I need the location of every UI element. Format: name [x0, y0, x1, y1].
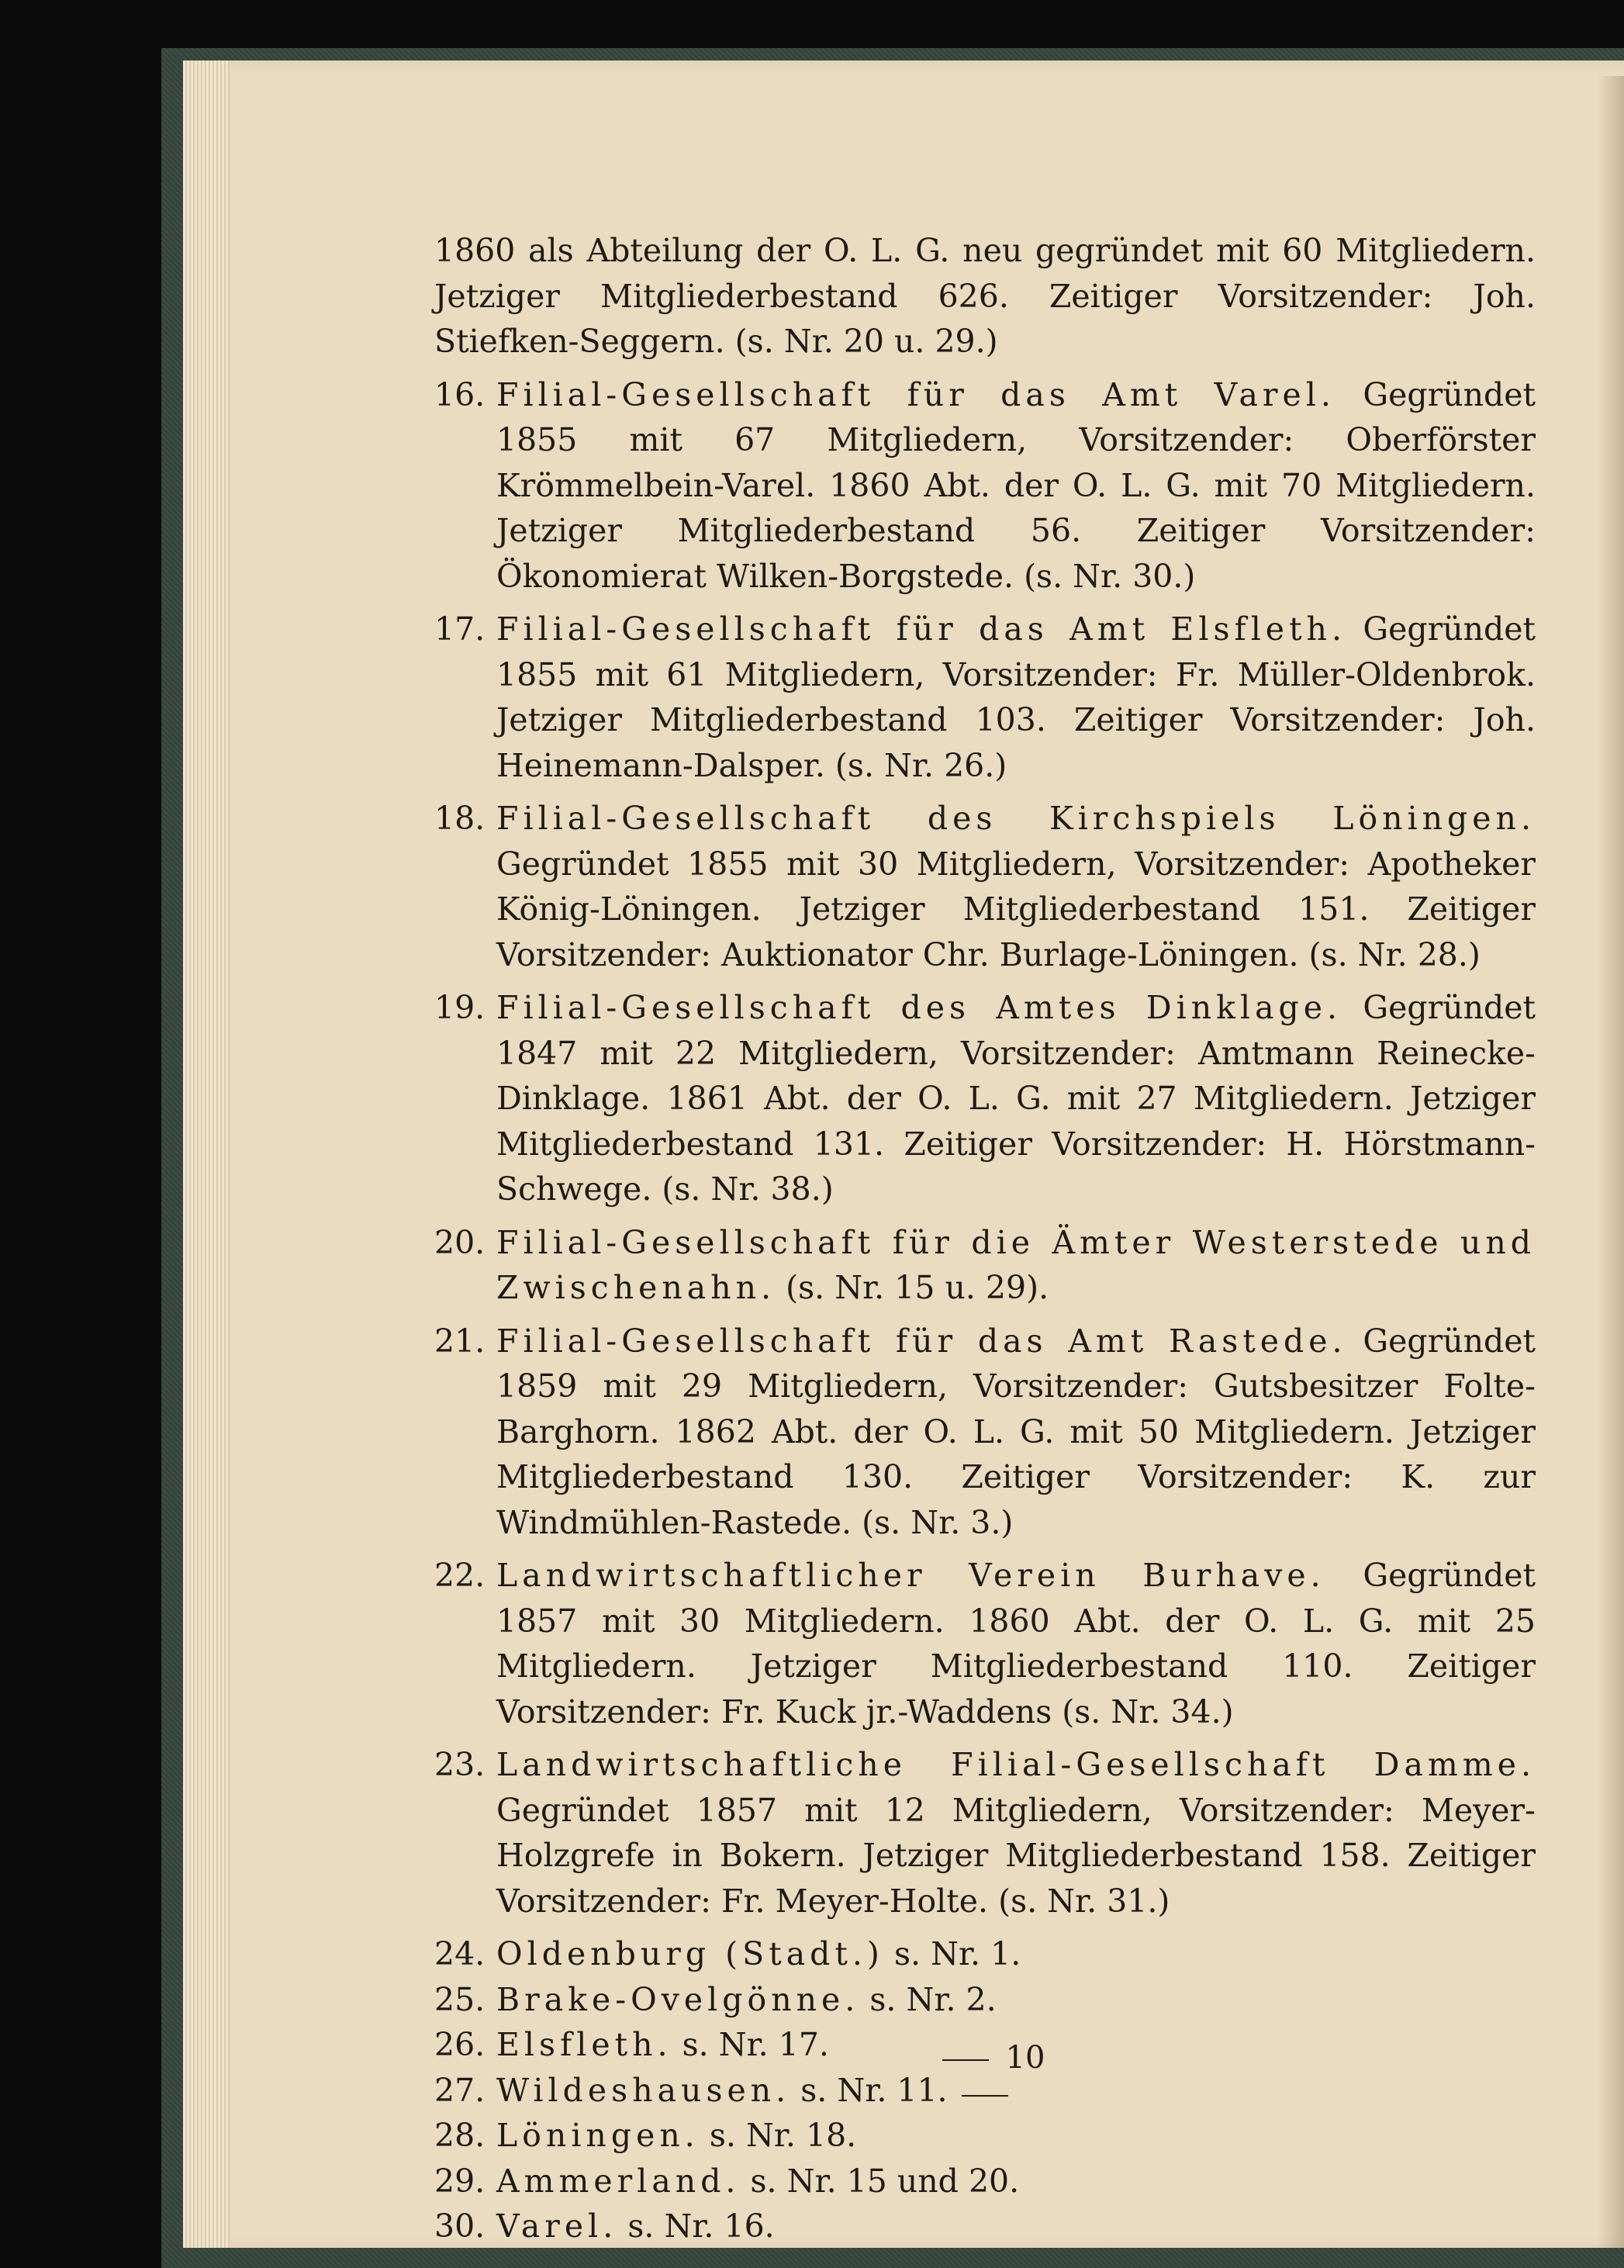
- list-item: [434, 2113, 1536, 2159]
- entry-heading: Filial-Gesellschaft für die Ämter Westerstede und Zwischenahn.: [496, 1223, 1536, 1306]
- entry-heading: Landwirtschaftliche Filial-Gesellschaft Damme.: [496, 1746, 1536, 1783]
- list-item: [434, 1553, 1536, 1734]
- entry-number: 20.: [434, 1223, 485, 1261]
- entry-number: 16.: [434, 375, 485, 413]
- page-edges: [183, 61, 230, 2248]
- list-item: [434, 985, 1536, 1212]
- footer-dash-right: [962, 2095, 1008, 2097]
- entry-list: [434, 372, 1536, 1924]
- entry-heading: Brake-Ovelgönne.: [496, 1980, 860, 2018]
- list-item: [434, 1931, 1536, 1977]
- entry-body: s. Nr. 11.: [800, 2071, 948, 2109]
- entry-number: 17.: [434, 610, 485, 648]
- entry-heading: Ammerland.: [496, 2162, 741, 2200]
- entry-body: s. Nr. 18.: [709, 2117, 857, 2154]
- entry-heading: Wildeshausen.: [496, 2071, 791, 2109]
- list-item: [434, 1977, 1536, 2023]
- entry-heading: Filial-Gesellschaft für das Amt Varel.: [496, 375, 1335, 413]
- entry-number: 22.: [434, 1557, 485, 1594]
- entry-heading: Löningen.: [496, 2117, 700, 2154]
- page-footer: [907, 2040, 1063, 2111]
- entry-body: Gegründet 1847 mit 22 Mitgliedern, Vorsitzender: Amtmann Reinecke-Dinklage. 1861 Abt. der O. L. G. mit 27 Mitgliedern. Jetziger Mitgliederbestand 131. Zeitiger Vorsitzender: H. Hörstmann-Schwege. (s. Nr. 38.): [496, 989, 1536, 1208]
- intro-paragraph: 1860 als Abteilung der O. L. G. neu gegründet mit 60 Mitgliedern. Jetziger Mitgliederbestand 626. Zeitiger Vorsitzender: Joh. Stiefken-Seggern. (s. Nr. 20 u. 29.): [434, 232, 1536, 360]
- entry-body: s. Nr. 1.: [893, 1935, 1021, 1972]
- entry-number: 23.: [434, 1746, 485, 1783]
- list-item: [434, 796, 1536, 977]
- list-item: [434, 2204, 1536, 2249]
- entry-heading: Oldenburg (Stadt.): [496, 1935, 884, 1972]
- entry-body: s. Nr. 15 und 20.: [750, 2162, 1020, 2200]
- entry-body: Gegründet 1855 mit 61 Mitgliedern, Vorsitzender: Fr. Müller-Oldenbrok. Jetziger Mitgliederbestand 103. Zeitiger Vorsitzender: Joh. Heinemann-Dalsper. (s. Nr. 26.): [496, 610, 1536, 784]
- list-item: [434, 2159, 1536, 2204]
- entry-body: s. Nr. 17.: [682, 2026, 829, 2063]
- entry-number: 29.: [434, 2162, 485, 2200]
- entry-heading: Landwirtschaftlicher Verein Burhave.: [496, 1557, 1325, 1594]
- entry-heading: Elsfleth.: [496, 2026, 672, 2063]
- entry-body: s. Nr. 16.: [627, 2207, 775, 2245]
- list-item: [434, 607, 1536, 788]
- entry-body: Gegründet 1857 mit 30 Mitgliedern. 1860 Abt. der O. L. G. mit 25 Mitgliedern. Jetziger Mitgliederbestand 110. Zeitiger Vorsitzender: Fr. Kuck jr.-Waddens (s. Nr. 34.): [496, 1557, 1536, 1730]
- list-item: [434, 1742, 1536, 1924]
- page-text: [434, 228, 1536, 2249]
- entry-body: s. Nr. 2.: [869, 1980, 997, 2018]
- list-item: [434, 1319, 1536, 1546]
- entry-number: 19.: [434, 989, 485, 1026]
- entry-number: 25.: [434, 1980, 485, 2018]
- entry-heading: Filial-Gesellschaft für das Amt Rastede.: [496, 1322, 1347, 1360]
- entry-number: 24.: [434, 1935, 485, 1972]
- entry-body: Gegründet 1855 mit 67 Mitgliedern, Vorsitzender: Oberförster Krömmelbein-Varel. 1860 Abt. der O. L. G. mit 70 Mitgliedern. Jetziger Mitgliederbestand 56. Zeitiger Vorsitzender: Ökonomierat Wilken-Borgstede. (s. Nr. 30.): [496, 375, 1536, 595]
- entry-heading: Filial-Gesellschaft des Kirchspiels Löningen.: [496, 800, 1536, 837]
- entry-heading: Filial-Gesellschaft des Amtes Dinklage.: [496, 989, 1342, 1026]
- entry-number: 30.: [434, 2207, 485, 2245]
- entry-body: Gegründet 1855 mit 30 Mitgliedern, Vorsitzender: Apotheker König-Löningen. Jetziger Mitgliederbestand 151. Zeitiger Vorsitzender: Auktionator Chr. Burlage-Löningen. (s. Nr. 28.): [496, 845, 1536, 973]
- page-fold-shadow: [1598, 76, 1624, 2248]
- entry-heading: Varel.: [496, 2207, 618, 2245]
- list-item: [434, 1220, 1536, 1311]
- entry-number: 18.: [434, 800, 485, 837]
- entry-number: 28.: [434, 2117, 485, 2154]
- entry-number: 26.: [434, 2026, 485, 2063]
- footer-dash-left: [942, 2059, 989, 2061]
- entry-heading: Filial-Gesellschaft für das Amt Elsfleth.: [496, 610, 1346, 648]
- entry-body: Gegründet 1857 mit 12 Mitgliedern, Vorsitzender: Meyer-Holzgrefe in Bokern. Jetziger Mitgliederbestand 158. Zeitiger Vorsitzender: Fr. Meyer-Holte. (s. Nr. 31.): [496, 1791, 1536, 1920]
- entry-body: Gegründet 1859 mit 29 Mitgliedern, Vorsitzender: Gutsbesitzer Folte-Barghorn. 1862 Abt. der O. L. G. mit 50 Mitgliedern. Jetziger Mitgliederbestand 130. Zeitiger Vorsitzender: K. zur Windmühlen-Rastede. (s. Nr. 3.): [496, 1322, 1536, 1541]
- page-number: 10: [1005, 2040, 1045, 2076]
- entry-number: 21.: [434, 1322, 485, 1360]
- list-item: [434, 372, 1536, 600]
- entry-body: (s. Nr. 15 u. 29).: [786, 1269, 1049, 1306]
- entry-number: 27.: [434, 2071, 485, 2109]
